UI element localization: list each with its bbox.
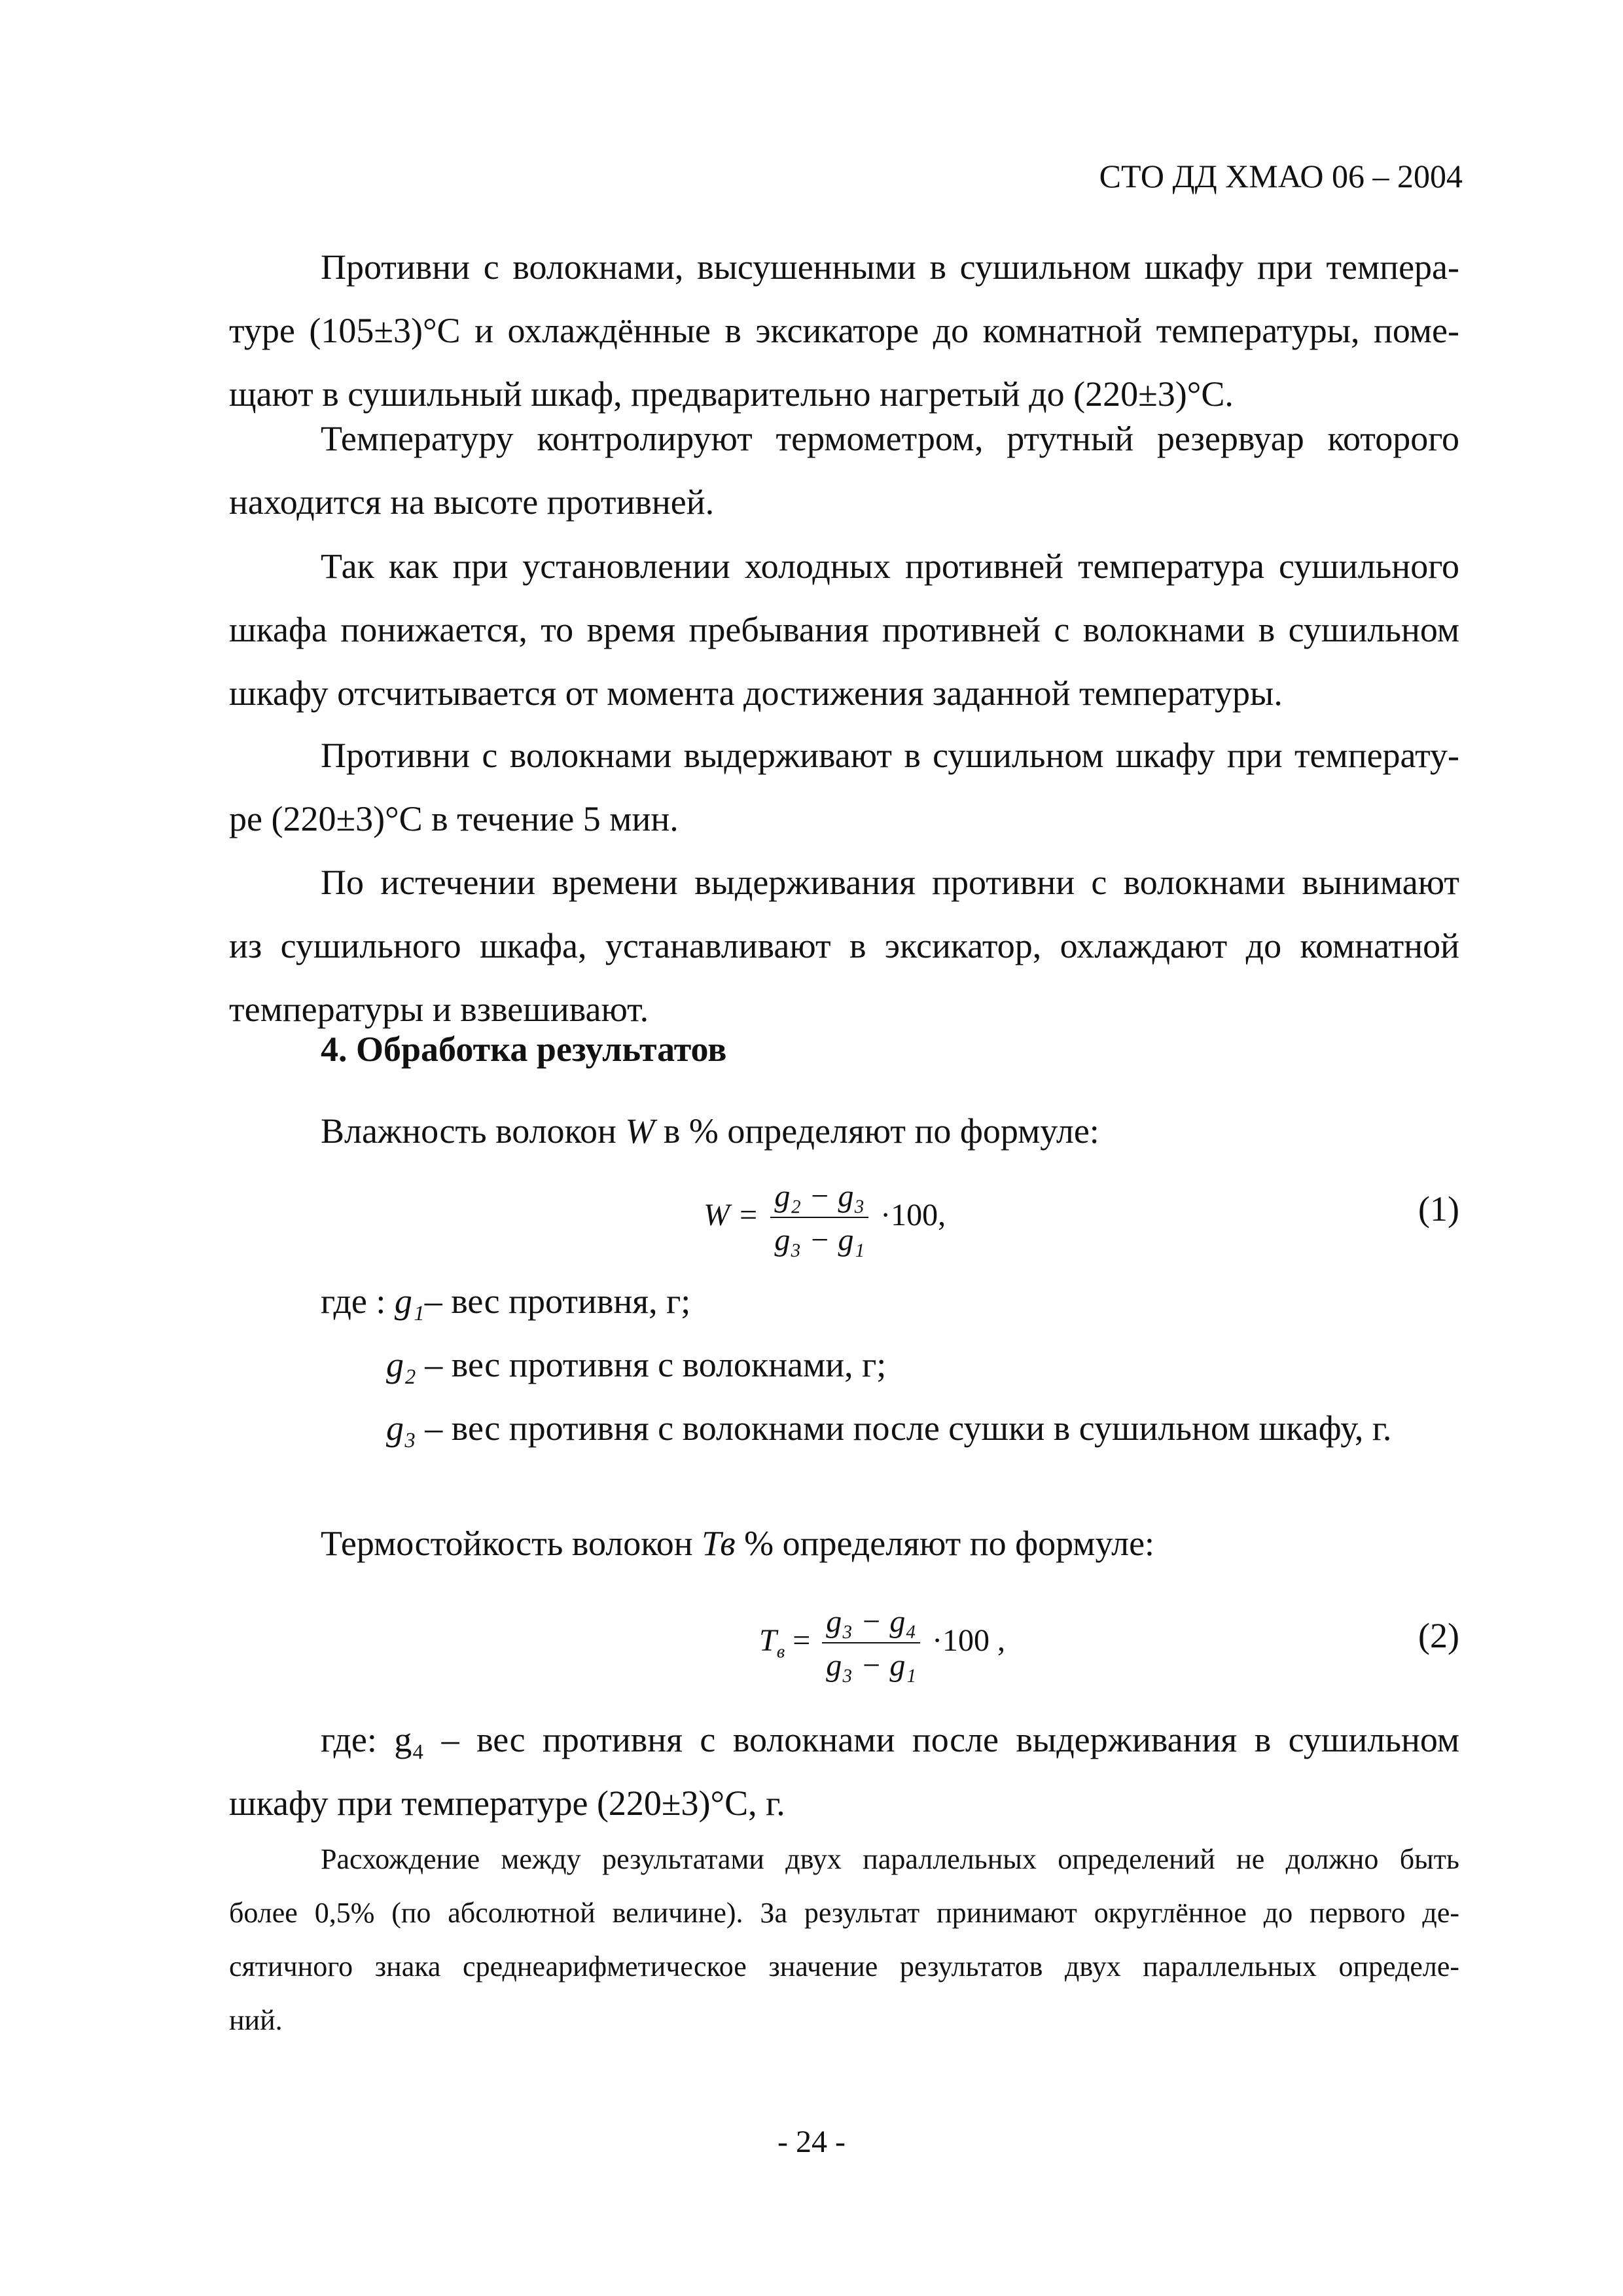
text-line: ре (220±3)°С в течение 5 мин.: [229, 799, 679, 838]
formula-tail: ·100 ,: [932, 1623, 1006, 1659]
text-line: туре (105±3)°С и охлаждённые в эксикаторе до комнатной температуры, поме-: [229, 311, 1459, 350]
variable-g1: g₁: [394, 1282, 425, 1321]
paragraph-holding-time: [229, 724, 1459, 851]
where-list-1: [229, 1270, 1459, 1460]
where-item: g₃ – вес противня с волокнами после сушки в сушильном шкафу, г.: [386, 1408, 1392, 1448]
variable-g3: g₃: [386, 1408, 416, 1448]
formula-tail: ·100,: [880, 1198, 946, 1233]
paragraph-trays-drying: [229, 236, 1459, 426]
variable-w: W: [625, 1111, 655, 1151]
fraction-numerator: g₂ − g₃: [770, 1178, 868, 1218]
heat-resistance-intro: Термостойкость волокон Тв % определяют по формуле:: [321, 1524, 1155, 1563]
intro-text: в % определяют по формуле:: [654, 1111, 1099, 1151]
text-line: находится на высоте противней.: [229, 482, 715, 522]
text-line: ний.: [229, 2004, 283, 2036]
equation-number-2: (2): [1418, 1616, 1459, 1655]
text-line: Расхождение между результатами двух параллельных определений не должно быть: [321, 1843, 1459, 1875]
where-item: где : g₁– вес противня, г;: [321, 1282, 691, 1321]
text-line: шкафу при температуре (220±3)°С, г.: [229, 1784, 785, 1823]
fraction-denominator: g₃ − g₁: [826, 1648, 917, 1683]
formula-moisture: [704, 1178, 946, 1258]
formula-heat-resistance: $Т_в$ = $\frac{\text{g₃ − g₄}}{\text{g₃ − g₁}}$ ·100 ,: [759, 1604, 1006, 1683]
variable-tv: Тв: [702, 1524, 736, 1563]
variable-g2: g₂: [386, 1345, 416, 1384]
where-list-2: [229, 1708, 1459, 1835]
text-line: шкафа понижается, то время пребывания противней с волокнами в сушильном: [229, 610, 1459, 649]
paragraph-time-counting: [229, 535, 1459, 725]
text-line: Противни с волокнами выдерживают в сушильном шкафу при температу-: [321, 736, 1459, 775]
note-paragraph: [229, 1833, 1459, 2047]
paragraph-weighing: [229, 851, 1459, 1041]
paragraph-temperature-control: [229, 407, 1459, 534]
text-line: Противни с волокнами, высушенными в сушильном шкафу при темпера-: [321, 247, 1459, 287]
fraction: [822, 1604, 920, 1683]
fraction-denominator: g₃ − g₁: [774, 1223, 865, 1257]
where-item: g₂ – вес противня с волокнами, г;: [386, 1345, 887, 1384]
moisture-intro: [321, 1100, 1433, 1163]
document-code-header: СТО ДД ХМАО 06 – 2004: [1099, 158, 1463, 194]
text-line: из сушильного шкафа, устанавливают в эксикатор, охлаждают до комнатной: [229, 926, 1459, 965]
text-line: Так как при установлении холодных противней температура сушильного: [321, 547, 1459, 586]
intro-text: Влажность волокон: [321, 1111, 626, 1151]
formula-lhs: Т: [759, 1623, 777, 1659]
text-line: щают в сушильный шкаф, предварительно нагретый до (220±3)°С.: [229, 374, 1234, 414]
text-line: Температуру контролируют термометром, ртутный резервуар которого: [321, 419, 1459, 458]
fraction: [770, 1178, 868, 1258]
fraction-numerator: g₃ − g₄: [822, 1604, 920, 1643]
text-line: более 0,5% (по абсолютной величине). За результат принимают округлённое до первого де-: [229, 1897, 1459, 1929]
formula-lhs: W =: [704, 1198, 759, 1233]
text-line: где: g₄ – вес противня с волокнами после выдерживания в сушильном: [321, 1720, 1459, 1759]
text-line: сятичного знака среднеарифметическое значение результатов двух параллельных определе-: [229, 1950, 1459, 1982]
text-line: По истечении времени выдерживания противни с волокнами вынимают: [321, 863, 1459, 902]
section-heading: 4. Обработка результатов: [321, 1030, 727, 1069]
text-line: температуры и взвешивают.: [229, 990, 649, 1029]
equation-number-1: (1): [1418, 1189, 1459, 1229]
page-number: - 24 -: [777, 2125, 846, 2159]
text-line: шкафу отсчитывается от момента достижения заданной температуры.: [229, 673, 1283, 713]
